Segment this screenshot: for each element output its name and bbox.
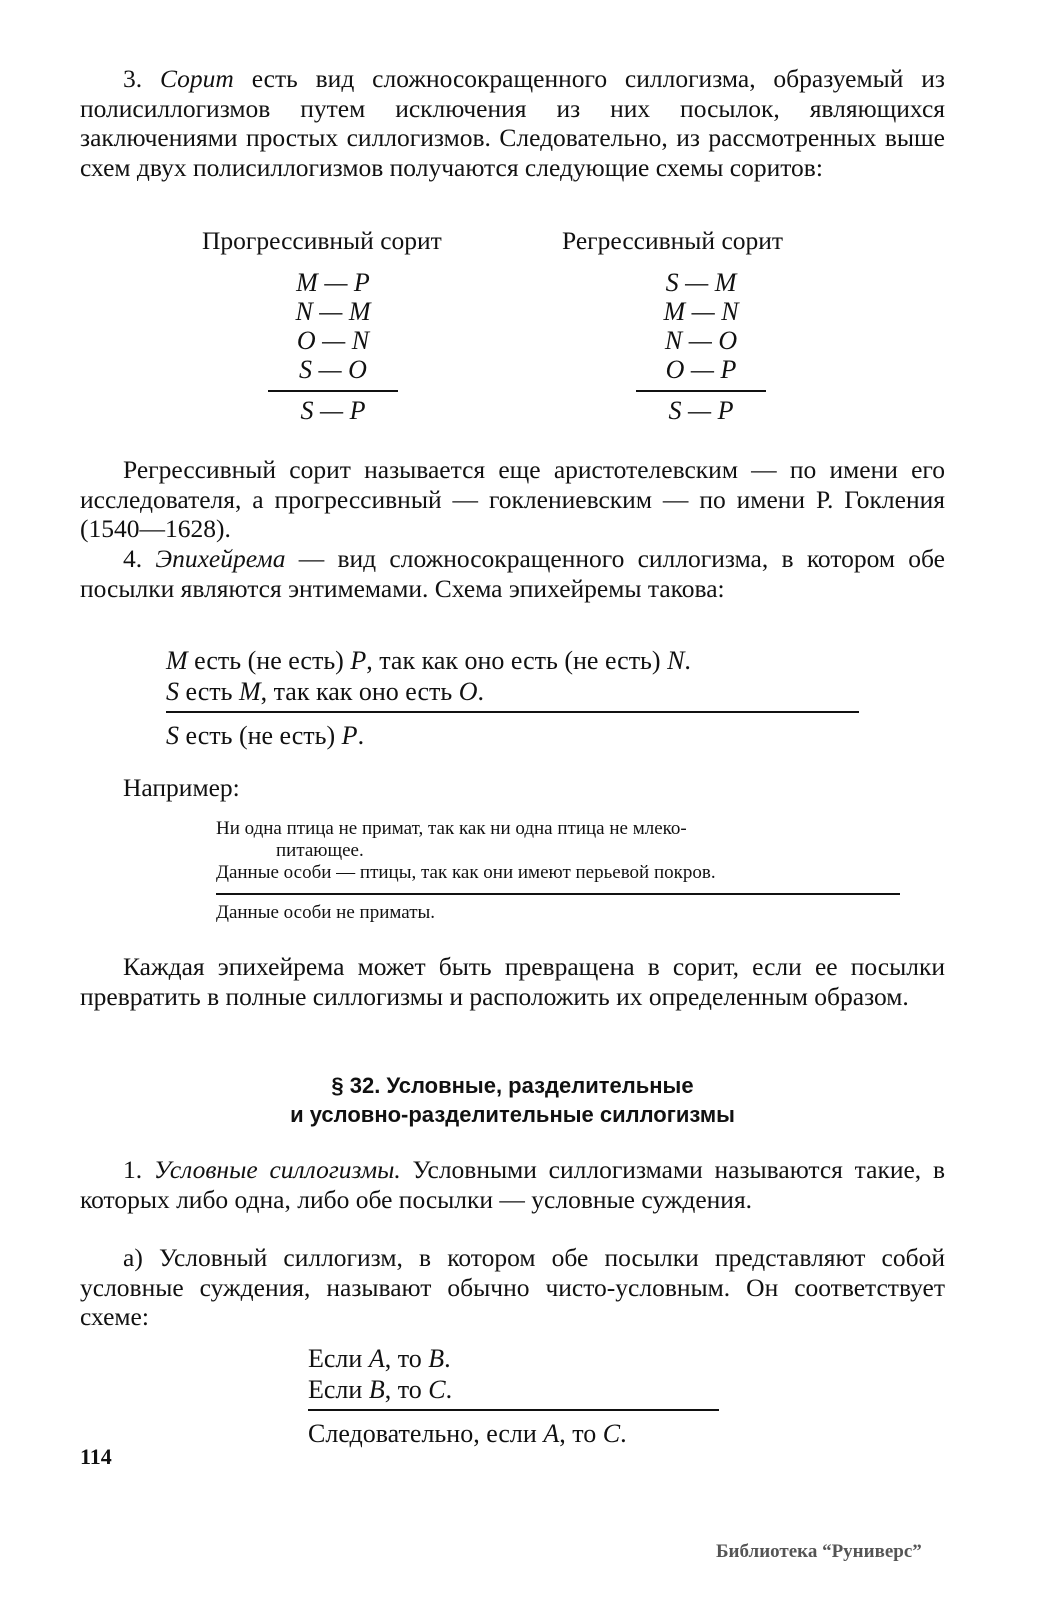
scheme-premise: O — P — [665, 355, 737, 384]
example-conclusion-line — [216, 893, 900, 895]
regressive-sorites-scheme — [636, 268, 766, 425]
scheme-premise: M — P — [296, 268, 370, 297]
item-number: 4. — [123, 544, 156, 573]
example-conclusion-block — [216, 902, 900, 924]
paragraph-sorites-names: Регрессивный сорит называется еще аристотелевским — по имени его исследователя, а прогрессивный — гоклениевским — по имени Р. Гокления (1540—1628). — [80, 455, 945, 543]
paragraph-text: — вид сложносокращенного силлогизма, в котором обе посылки являются энтимемами. Схема эпихейремы такова: — [80, 544, 946, 603]
conditional-scheme — [308, 1343, 452, 1405]
paragraph-sorites — [80, 64, 945, 182]
example-premise-2: Данные особи — птицы, так как они имеют перьевой покров. — [216, 862, 716, 883]
epicheirema-conclusion-line — [166, 711, 859, 713]
conditional-premise-1: Если A, то B. — [308, 1344, 451, 1373]
epicheirema-conclusion: S есть (не есть) P. — [166, 721, 365, 750]
paragraph-pure-conditional: а) Условный силлогизм, в котором обе посылки представляют собой условные суждения, называют обычно чисто-условным. Он соответствует схеме: — [80, 1243, 945, 1331]
paragraph-epicheirema-to-sorites: Каждая эпихейрема может быть превращена в сорит, если ее посылки превратить в полные силлогизмы и расположить их определенным образом. — [80, 952, 945, 1011]
example-conclusion: Данные особи не приматы. — [216, 902, 436, 923]
term-sorites: Сорит — [160, 64, 234, 93]
paragraph-text: есть вид сложносокращенного силлогизма, образуемый из полисиллогизмов путем исключения из них посылок, являющихся заключениями простых силлогизмов. Следовательно, из рассмотренных выше схем двух полисиллогизмов получаются следующие схемы соритов: — [80, 64, 945, 182]
epicheirema-premise-1: M есть (не есть) P, так как оно есть (не есть) N. — [166, 646, 691, 675]
conditional-conclusion-line — [308, 1409, 719, 1411]
epicheirema-scheme — [166, 645, 691, 707]
example-label: Например: — [123, 773, 240, 802]
section-heading-line-1: § 32. Условные, разделительные — [331, 1073, 694, 1098]
section-heading-line-2: и условно-разделительные силлогизмы — [290, 1102, 735, 1127]
section-heading — [80, 1071, 945, 1129]
example-premise-1-cont: питающее. — [276, 840, 364, 861]
conclusion-line — [636, 390, 766, 392]
scheme-conclusion: S — P — [668, 396, 734, 425]
paragraph-epicheirema — [80, 544, 945, 603]
term-conditional-syllogisms: Условные силлогизмы. — [153, 1155, 401, 1184]
paragraph-text: Условными силлогизмами называются такие, в которых либо одна, либо обе посылки — условные суждения. — [80, 1155, 945, 1214]
item-number: 3. — [123, 64, 160, 93]
regressive-sorites-title: Регрессивный сорит — [562, 226, 784, 255]
scheme-premise: N — M — [295, 297, 371, 326]
conditional-conclusion: Следовательно, если A, то C. — [308, 1419, 627, 1448]
scheme-premise: S — M — [665, 268, 737, 297]
progressive-sorites-scheme — [268, 268, 398, 425]
paragraph-conditional-syllogisms — [80, 1155, 945, 1214]
progressive-sorites-title: Прогрессивный сорит — [202, 226, 442, 255]
epicheirema-premise-2: S есть M, так как оно есть O. — [166, 677, 485, 706]
item-number: 1. — [123, 1155, 154, 1184]
term-epicheirema: Эпихейрема — [155, 544, 286, 573]
scheme-premise: O — N — [296, 326, 370, 355]
epicheirema-example — [216, 818, 900, 884]
scheme-premise: M — N — [663, 297, 739, 326]
library-watermark: Библиотека “Руниверс” — [716, 1541, 922, 1562]
conditional-premise-2: Если B, то C. — [308, 1375, 453, 1404]
scheme-premise: N — O — [664, 326, 738, 355]
scheme-conclusion: S — P — [300, 396, 366, 425]
page-number: 114 — [80, 1444, 112, 1469]
example-premise-1: Ни одна птица не примат, так как ни одна птица не млеко- — [216, 818, 687, 839]
scheme-premise: S — O — [299, 355, 367, 384]
conclusion-line — [268, 390, 398, 392]
